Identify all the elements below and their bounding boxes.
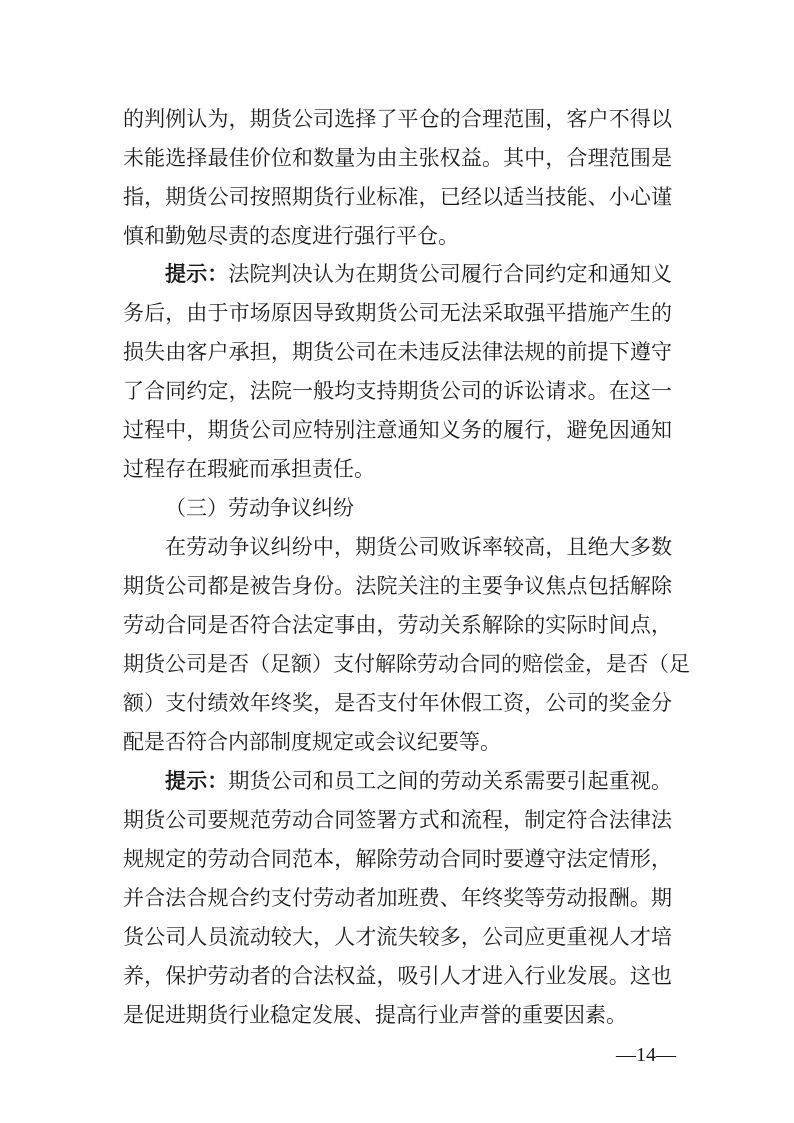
section-heading: （三）劳动争议纠纷 (165, 496, 354, 520)
paragraph-line: 额）支付绩效年终奖，是否支付年休假工资，公司的奖金分 (123, 691, 672, 715)
paragraph-line: 劳动合同是否符合法定事由，劳动关系解除的实际时间点， (123, 613, 672, 637)
paragraph-line: 货公司人员流动较大，人才流失较多，公司应更重视人才培 (123, 925, 672, 949)
paragraph-line (165, 254, 672, 294)
paragraph-line: 慎和勤勉尽责的态度进行强行平仓。 (123, 224, 459, 248)
paragraph-line: 的判例认为，期货公司选择了平仓的合理范围，客户不得以 (123, 107, 672, 131)
paragraph-line: 并合法合规合约支付劳动者加班费、年终奖等劳动报酬。期 (123, 886, 672, 910)
page-number: —14— (616, 1044, 676, 1066)
tip-text: 法院判决认为在期货公司履行合同约定和通知义 (228, 262, 673, 286)
paragraph-line (165, 761, 672, 801)
paragraph-line: 期货公司是否（足额）支付解除劳动合同的赔偿金，是否（足 (123, 652, 690, 676)
paragraph-line: 期货公司要规范劳动合同签署方式和流程，制定符合法律法 (123, 808, 672, 832)
paragraph-line: 期货公司都是被告身份。法院关注的主要争议焦点包括解除 (123, 574, 672, 598)
paragraph-line: 过程中，期货公司应特别注意通知义务的履行，避免因通知 (123, 418, 672, 442)
paragraph-line: 是促进期货行业稳定发展、提高行业声誉的重要因素。 (123, 1003, 627, 1027)
paragraph-line: 指，期货公司按照期货行业标准，已经以适当技能、小心谨 (123, 185, 672, 209)
paragraph-line: 务后，由于市场原因导致期货公司无法采取强平措施产生的 (123, 301, 672, 325)
tip-label: 提示： (165, 261, 229, 286)
paragraph-line: 未能选择最佳价位和数量为由主张权益。其中，合理范围是 (123, 146, 672, 170)
paragraph-line: 过程存在瑕疵而承担责任。 (123, 457, 375, 481)
paragraph-line: 了合同约定，法院一般均支持期货公司的诉讼请求。在这一 (123, 379, 672, 403)
tip-label: 提示： (165, 768, 229, 793)
paragraph-line: 规规定的劳动合同范本，解除劳动合同时要遵守法定情形， (123, 847, 672, 871)
tip-text: 期货公司和员工之间的劳动关系需要引起重视。 (228, 769, 673, 793)
paragraph-line: 养，保护劳动者的合法权益，吸引人才进入行业发展。这也 (123, 964, 672, 988)
paragraph-line: 损失由客户承担，期货公司在未违反法律法规的前提下遵守 (123, 340, 672, 364)
paragraph-line: 配是否符合内部制度规定或会议纪要等。 (123, 730, 501, 754)
paragraph-line: 在劳动争议纠纷中，期货公司败诉率较高，且绝大多数 (165, 535, 672, 559)
